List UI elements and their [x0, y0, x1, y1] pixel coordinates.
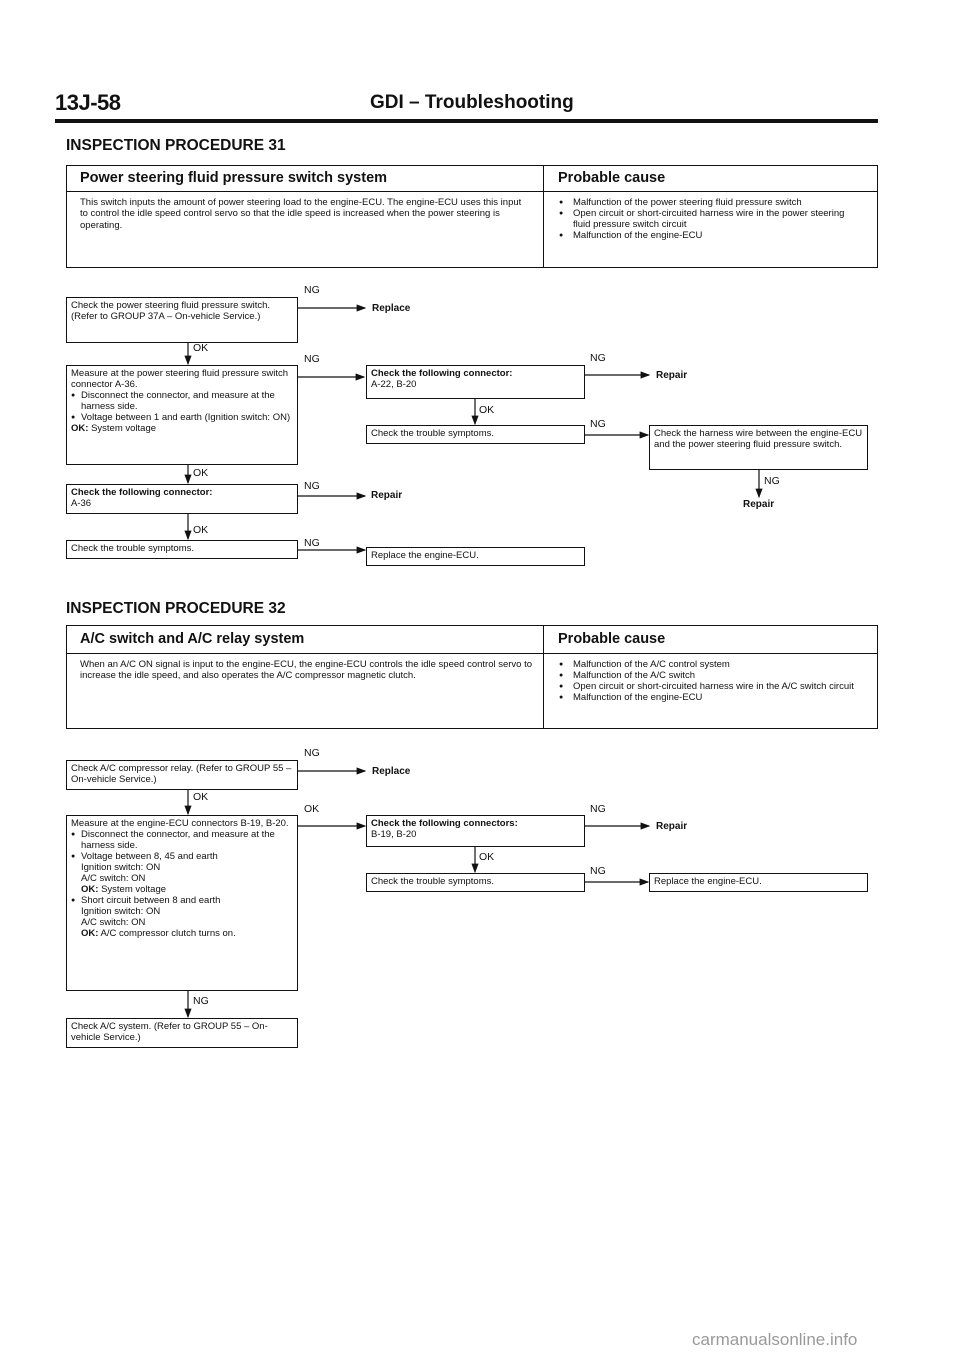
box-text: Check the following connectors:	[371, 818, 518, 829]
box-text: Replace the engine-ECU.	[371, 550, 479, 561]
ng-label: NG	[304, 353, 320, 365]
cause-item: ● Malfunction of the engine-ECU	[559, 692, 864, 703]
ok-label: OK	[193, 342, 209, 354]
box-text: Measure at the engine-ECU connectors B-19, B-20.	[71, 818, 289, 829]
box-text: Check the trouble symptoms.	[71, 543, 195, 554]
box-bullet: ● Voltage between 1 and earth (Ignition switch: ON)	[71, 412, 293, 423]
page-title: GDI – Troubleshooting	[370, 92, 574, 113]
box-bullet: ● Disconnect the connector, and measure at the harness side.	[71, 829, 293, 851]
box-text: Check the harness wire between the engine-ECU and the power steering fluid pressure switch.	[654, 428, 863, 450]
box-bullet: ● Voltage between 8, 45 and earth	[71, 851, 293, 862]
box-line: Ignition switch: ON	[81, 862, 161, 873]
ok-label: OK	[193, 467, 209, 479]
box-subtext: A-22, B-20	[371, 379, 417, 390]
box-line: A/C switch: ON	[81, 873, 146, 884]
ok-label: OK	[304, 803, 320, 815]
cause-item: ● Malfunction of the A/C control system	[559, 659, 864, 670]
cause-item: ● Malfunction of the A/C switch	[559, 670, 864, 681]
ng-label: NG	[304, 480, 320, 492]
box-bullet: ● Disconnect the connector, and measure at the harness side.	[71, 390, 293, 412]
box-line: Ignition switch: ON	[81, 906, 161, 917]
system-name: Power steering fluid pressure switch system	[80, 170, 388, 186]
system-name: A/C switch and A/C relay system	[80, 631, 305, 647]
ng-label: NG	[304, 747, 320, 759]
ng-label: NG	[304, 537, 320, 549]
ok-value: System voltage	[101, 884, 167, 895]
box-subtext: A-36	[71, 498, 92, 509]
box-text: Check the trouble symptoms.	[371, 876, 495, 887]
procedure-32-title: INSPECTION PROCEDURE 32	[66, 600, 286, 617]
ok-label: OK	[193, 524, 209, 536]
box-text: Replace the engine-ECU.	[654, 876, 762, 887]
box-text: Measure at the power steering fluid pressure switch connector A-36.	[71, 368, 289, 390]
cause-item: ● Malfunction of the power steering fluid pressure switch	[559, 197, 864, 208]
probable-cause-heading: Probable cause	[558, 631, 666, 647]
ok-value: System voltage	[91, 423, 157, 434]
ng-label: NG	[304, 284, 320, 296]
page-number: 13J-58	[55, 90, 121, 115]
box-text: Check the trouble symptoms.	[371, 428, 495, 439]
action-replace: Replace	[372, 303, 411, 314]
box-text: Check A/C system. (Refer to GROUP 55 – On-vehicle Service.)	[71, 1021, 268, 1043]
box-text: Check A/C compressor relay. (Refer to GROUP 55 – On-vehicle Service.)	[71, 763, 292, 785]
procedure-31-title: INSPECTION PROCEDURE 31	[66, 137, 286, 154]
ok-value: A/C compressor clutch turns on.	[100, 928, 236, 939]
box-subtext: B-19, B-20	[371, 829, 417, 840]
action-repair: Repair	[743, 499, 775, 510]
ok-label: OK	[479, 404, 495, 416]
system-description: When an A/C ON signal is input to the engine-ECU, the engine-ECU controls the idle speed control servo to increase the idle speed, and also operates the A/C compressor magnetic clutch.	[80, 659, 533, 682]
cause-item: ● Open circuit or short-circuited harness wire in the power steering fluid pressure switch circuit	[559, 208, 864, 230]
probable-cause-heading: Probable cause	[558, 170, 666, 186]
ok-label: OK	[479, 851, 495, 863]
ng-label: NG	[590, 418, 606, 430]
ok-label: OK	[193, 791, 209, 803]
action-repair: Repair	[656, 370, 688, 381]
action-repair: Repair	[656, 821, 688, 832]
box-text: Check the power steering fluid pressure switch. (Refer to GROUP 37A – On-vehicle Service.)	[71, 300, 271, 322]
watermark: carmanualsonline.info	[692, 1330, 858, 1349]
cause-item: ● Malfunction of the engine-ECU	[559, 230, 864, 241]
action-repair: Repair	[371, 490, 403, 501]
system-description: This switch inputs the amount of power steering load to the engine-ECU. The engine-ECU uses this input to control the idle speed control servo so that the idle speed is increased when the power steering is operating.	[80, 197, 522, 231]
ng-label: NG	[590, 803, 606, 815]
box-text: Check the following connector:	[371, 368, 513, 379]
action-replace: Replace	[372, 766, 411, 777]
box-text: Check the following connector:	[71, 487, 213, 498]
ng-label: NG	[193, 995, 209, 1007]
ok-label: OK:	[81, 884, 99, 895]
ng-label: NG	[764, 475, 780, 487]
ng-label: NG	[590, 865, 606, 877]
ng-label: NG	[590, 352, 606, 364]
ok-label: OK:	[81, 928, 99, 939]
cause-item: ● Open circuit or short-circuited harness wire in the A/C switch circuit	[559, 681, 864, 692]
box-line: A/C switch: ON	[81, 917, 146, 928]
box-bullet: ● Short circuit between 8 and earth	[71, 895, 293, 906]
ok-label: OK:	[71, 423, 89, 434]
